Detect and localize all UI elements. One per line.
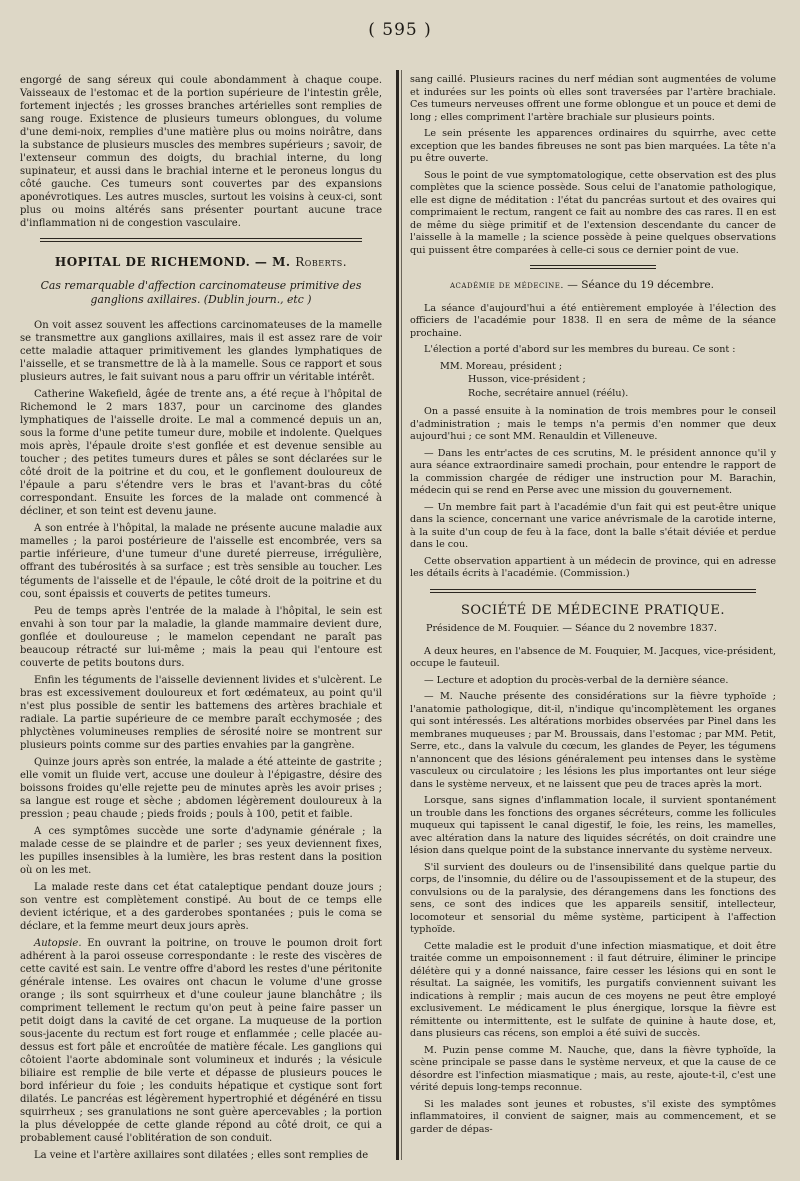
- paragraph: Catherine Wakefield, âgée de trente ans, a été reçue à l'hôpital de Richemond le 2 mars 1837, pour un carcinome des glandes lymphatiques de l'aisselle droite. Le mal a commencé depuis un an, sous la forme d'une petite tumeur dure, mobile et indolente. Quelques mois après, l'épaule droite s'est gonflée et est devenue sensible au toucher ; des petites tumeurs dures et pâles se sont déclarées sur le côté droit de la poitrine et du cou, et le gonflement douloureux de l'épaule a paru s'étendre vers le bras et l'avant-bras du côté correspondant. Ensuite les forces de la malade ont commencé à décliner, et son teint est devenu jaune.: [20, 389, 382, 518]
- section-rule: [40, 238, 362, 242]
- academy-heading: [450, 279, 776, 293]
- paragraph: Enfin les téguments de l'aisselle deviennent livides et s'ulcèrent. Le bras est excessivement douloureux et fort œdémateux, au point qu'il n'est plus possible de sentir les battemens des artères brachiale et radiale. La partie supérieure de ce membre paraît ecchymosée ; des phlyctènes volumineuses remplies de sérosité noire se montrent sur plusieurs points comme sur des parties envahies par la gangrène.: [20, 674, 382, 751]
- paragraph: La veine et l'artère axillaires sont dilatées ; elles sont remplies de: [34, 1150, 369, 1162]
- heading-author: Roberts.: [295, 255, 348, 270]
- paragraph: Le sein présente les apparences ordinaires du squirrhe, avec cette exception que les bandes fibreuses ne sont pas bien marquées. La tête n'a pu être ouverte.: [410, 128, 776, 164]
- presidence-line: Présidence de M. Fouquier. — Séance du 2 novembre 1837.: [426, 623, 717, 634]
- paragraph: Lorsque, sans signes d'inflammation locale, il survient spontanément un trouble dans les fonctions des organes sécréteurs, comme les follicules muqueux qui tapissent le canal digestif, le foie, les reins, les mamelles, avec altération dans la nature des liquides sécrétés, on doit craindre une lésion dans quelque point de la substance innervante du système nerveux.: [410, 795, 776, 856]
- paragraph: Si les malades sont jeunes et robustes, s'il existe des symptômes inflammatoires, il convient de saigner, mais au commencement, et se garder de dépas-: [410, 1098, 776, 1135]
- column-divider-thin: [401, 70, 402, 1160]
- paragraph: Cette observation appartient à un médecin de province, qui en adresse les détails écrits à l'académie. (Commission.): [410, 555, 776, 579]
- page-number: ( 595 ): [368, 20, 432, 40]
- paragraph: — Un membre fait part à l'académie d'un fait qui est peut-être unique dans la science, concernant une varice anévrismale de la carotide interne, à la suite d'un coup de feu à la face, dont la balle s'était déviée et perdue dans le cou.: [410, 501, 776, 550]
- paragraph: S'il survient des douleurs ou de l'insensibilité dans quelque partie du corps, de l'insomnie, du délire ou de l'assoupissement et de la stupeur, des convulsions ou de la paralysie, des dérangemens dans les fonctions des sens, ce sont des indices que les appareils sensitif, intellecteur, locomoteur et sensorial du même système, participent à l'affection typhoïde.: [410, 861, 776, 935]
- member-line: Husson, vice-président ;: [468, 374, 586, 385]
- paragraph: — Dans les entr'actes de ces scrutins, M. le président annonce qu'il y aura séance extraordinaire samedi prochain, pour entendre le rapport de la commission chargée de rédiger une instruction pour M. Barachin, médecin qui se rend en Perse avec une mission du gouvernement.: [410, 447, 776, 496]
- article-subtitle: Cas remarquable d'affection carcinomateuse primitive des ganglions axillaires. (Dublin journ., etc ): [40, 279, 362, 307]
- paragraph: Quinze jours après son entrée, la malade a été atteinte de gastrite ; elle vomit un fluide vert, accuse une douleur à l'épigastre, désire des boissons froides qu'elle rejette peu de minutes après les avoir prises ; sa langue est rouge et sèche ; abdomen légèrement douloureux à la pression ; peau chaude ; pieds froids ; pouls à 100, petit et faible.: [20, 756, 382, 820]
- paragraph: engorgé de sang séreux qui coule abondamment à chaque coupe. Vaisseaux de l'estomac et de la portion supérieure de l'intestin grêle, fortement injectés ; les grosses branches artérielles sont remplies de sang rouge. Existence de plusieurs tumeurs oblongues, du volume d'une demi-noix, remplies d'une matière plus ou moins noirâtre, dans la substance de plusieurs muscles des membres supérieurs ; savoir, de l'extenseur commun des doigts, du brachial interne, du long supinateur, et aussi dans le brachial interne et le peroneus longus du côté gauche. Ces tumeurs sont couvertes par des expansions aponévrotiques. Les autres muscles, surtout les voisins à ceux-ci, sont plus ou moins altérés sans présenter pourtant aucune trace d'inflammation ni de congestion vasculaire.: [20, 75, 382, 230]
- section-heading: [20, 256, 382, 269]
- section-rule: [430, 589, 756, 593]
- autopsie-lead: Autopsie.: [34, 937, 82, 949]
- section-rule: [530, 265, 656, 269]
- paragraph: — M. Nauche présente des considérations sur la fièvre typhoïde ; l'anatomie pathologique, dit-il, n'indique qu'incomplètement les organes qui sont intéressés. Les altérations morbides observées par Pinel dans les membranes muqueuses ; par M. Broussais, dans l'estomac ; par MM. Petit, Serre, etc., dans la valvule du cœcum, les glandes de Peyer, les tégumens n'annoncent que des lésions généralement peu intenses dans le système vasculeux ou circulatoire ; les lésions les plus importantes ont leur siége dans le système nerveux, et ne laissent que peu de traces après la mort.: [410, 691, 776, 790]
- paragraph: Cette maladie est le produit d'une infection miasmatique, et doit être traitée comme un empoisonnement : il faut détruire, éliminer le principe délétère qui y a donné naissance, faire cesser les lésions qui en sont le résultat. La saignée, les vomitifs, les purgatifs conviennent suivant les indications à remplir ; mais aucun de ces moyens ne peut être employé exclusivement. Le médicament le plus énergique, lorsque la fièvre est rémittente ou intermittente, est le sulfate de quinine à haute dose, et, dans plusieurs cas récens, son emploi a été suivi de succès.: [410, 940, 776, 1039]
- column-divider: [396, 70, 399, 1160]
- paragraph: sang caillé. Plusieurs racines du nerf médian sont augmentées de volume et indurées sur les points où elles sont traversées par l'artère brachiale. Ces tumeurs nerveuses offrent une forme oblongue et un pouce et demi de long ; elles compriment l'artère brachiale sur plusieurs points.: [410, 74, 776, 123]
- academy-name: académie de médecine.: [450, 280, 564, 291]
- paragraph: On voit assez souvent les affections carcinomateuses de la mamelle se transmettre aux ganglions axillaires, mais il est assez rare de voir cette maladie attaquer primitivement les glandes lymphatiques de l'aisselle, et se transmettre de là à la mamelle. Sous ce rapport et sous plusieurs autres, le fait suivant nous a paru offrir un véritable intérêt.: [20, 320, 382, 384]
- paragraph: La séance d'aujourd'hui a été entièrement employée à l'élection des officiers de l'académie pour 1838. Il en sera de même de la séance prochaine.: [410, 302, 776, 339]
- academy-date: — Séance du 19 décembre.: [563, 279, 715, 291]
- paragraph: On a passé ensuite à la nomination de trois membres pour le conseil d'administration ; mais le temps n'a permis d'en nommer que deux aujourd'hui ; ce sont MM. Renauldin et Villeneuve.: [410, 406, 776, 442]
- member-line: Roche, secrétaire annuel (réélu).: [468, 387, 629, 399]
- paragraph: M. Puzin pense comme M. Nauche, que, dans la fièvre typhoïde, la scène principale se passe dans le système nerveux, et que la cause de ce désordre est l'infection miasmatique ; mais, au reste, ajoute-t-il, c'est une vérité depuis long-temps reconnue.: [410, 1044, 776, 1093]
- paragraph: A son entrée à l'hôpital, la malade ne présente aucune maladie aux mamelles ; la paroi postérieure de l'aisselle est encombrée, vers sa partie inférieure, d'une tumeur d'une dureté pierreuse, irrégulière, offrant des tubérosités à sa surface ; est très sensible au toucher. Les téguments de l'aisselle et de l'épaule, le côté droit de la poitrine et du cou, sont épaissis et couverts de petites tumeurs.: [20, 523, 382, 600]
- societe-heading: SOCIÉTÉ DE MÉDECINE PRATIQUE.: [460, 602, 726, 618]
- member-line: MM. Moreau, président ;: [440, 360, 563, 372]
- paragraph: A ces symptômes succède une sorte d'adynamie générale ; la malade cesse de se plaindre et de parler ; ses yeux deviennent fixes, les pupilles insensibles à la lumière, les bras restent dans la position où on les met.: [20, 825, 382, 876]
- paragraph: La malade reste dans cet état cataleptique pendant douze jours ; son ventre est complètement constipé. Au bout de ce temps elle devient ictérique, et a des garderobes spontanées ; puis le coma se déclare, et la femme meurt deux jours après.: [20, 881, 382, 932]
- paragraph: A deux heures, en l'absence de M. Fouquier, M. Jacques, vice-président, occupe le fauteuil.: [410, 645, 776, 669]
- paragraph: Sous le point de vue symptomatologique, cette observation est des plus complètes que la science possède. Sous celui de l'anatomie pathologique, elle est digne de méditation : l'état du pancréas surtout et des ovaires qui comprimaient le rectum, rangent ce fait au nombre des cas rares. Il en est de même du siège primitif et de l'extension descendante du cancer de l'aisselle à la mamelle ; la science possède à peine quelques observations qui puissent être comparées à celle-ci sous ce dernier point de vue.: [410, 169, 776, 256]
- paragraph: — Lecture et adoption du procès-verbal de la dernière séance.: [424, 674, 729, 686]
- heading-text: HOPITAL DE RICHEMOND. — M.: [54, 255, 291, 270]
- right-column: [410, 74, 776, 1140]
- left-column: [20, 74, 382, 1166]
- paragraph: L'élection a porté d'abord sur les membres du bureau. Ce sont :: [424, 344, 736, 355]
- paragraph: Peu de temps après l'entrée de la malade à l'hôpital, le sein est envahi à son tour par la maladie, la glande mammaire devient dure, gonflée et douloureuse ; le mamelon cependant ne paraît pas beaucoup rétracté sur lui-même ; mais la peau qui l'entoure est couverte de petits boutons durs.: [20, 605, 382, 669]
- autopsie-text: En ouvrant la poitrine, on trouve le poumon droit fort adhérent à la paroi osseuse correspondante : le reste des viscères de cette cavité est sain. Le ventre offre d'abord les restes d'une péritonite générale intense. Les ovaires ont chacun le volume d'une grosse orange ; ils sont squirrheux et d'une couleur jaune blanchâtre ; ils compriment tellement le rectum qu'on peut à peine faire passer un petit doigt dans la cavité de cet organe. La muqueuse de la portion sous-jacente du rectum est fort rouge et enflammée ; celle placée au-dessus est fort pâle et encroûtée de matière fécale. Les ganglions qui côtoient l'aorte abdominale sont volumineux et indurés ; la vésicule biliaire est remplie de bile verte et dépasse de plusieurs pouces le bord inférieur du foie ; les conduits hépatique et cystique sont fort dilatés. Le pancréas est légèrement hypertrophié et dégénéré en tissu squirrheux ; ses granulations ne sont guère apercevables ; la portion la plus développée de cette glande répond au côté droit, ce qui a probablement causé l'oblitération de son conduit.: [20, 937, 382, 1145]
- paragraph-autopsie: [20, 937, 382, 1145]
